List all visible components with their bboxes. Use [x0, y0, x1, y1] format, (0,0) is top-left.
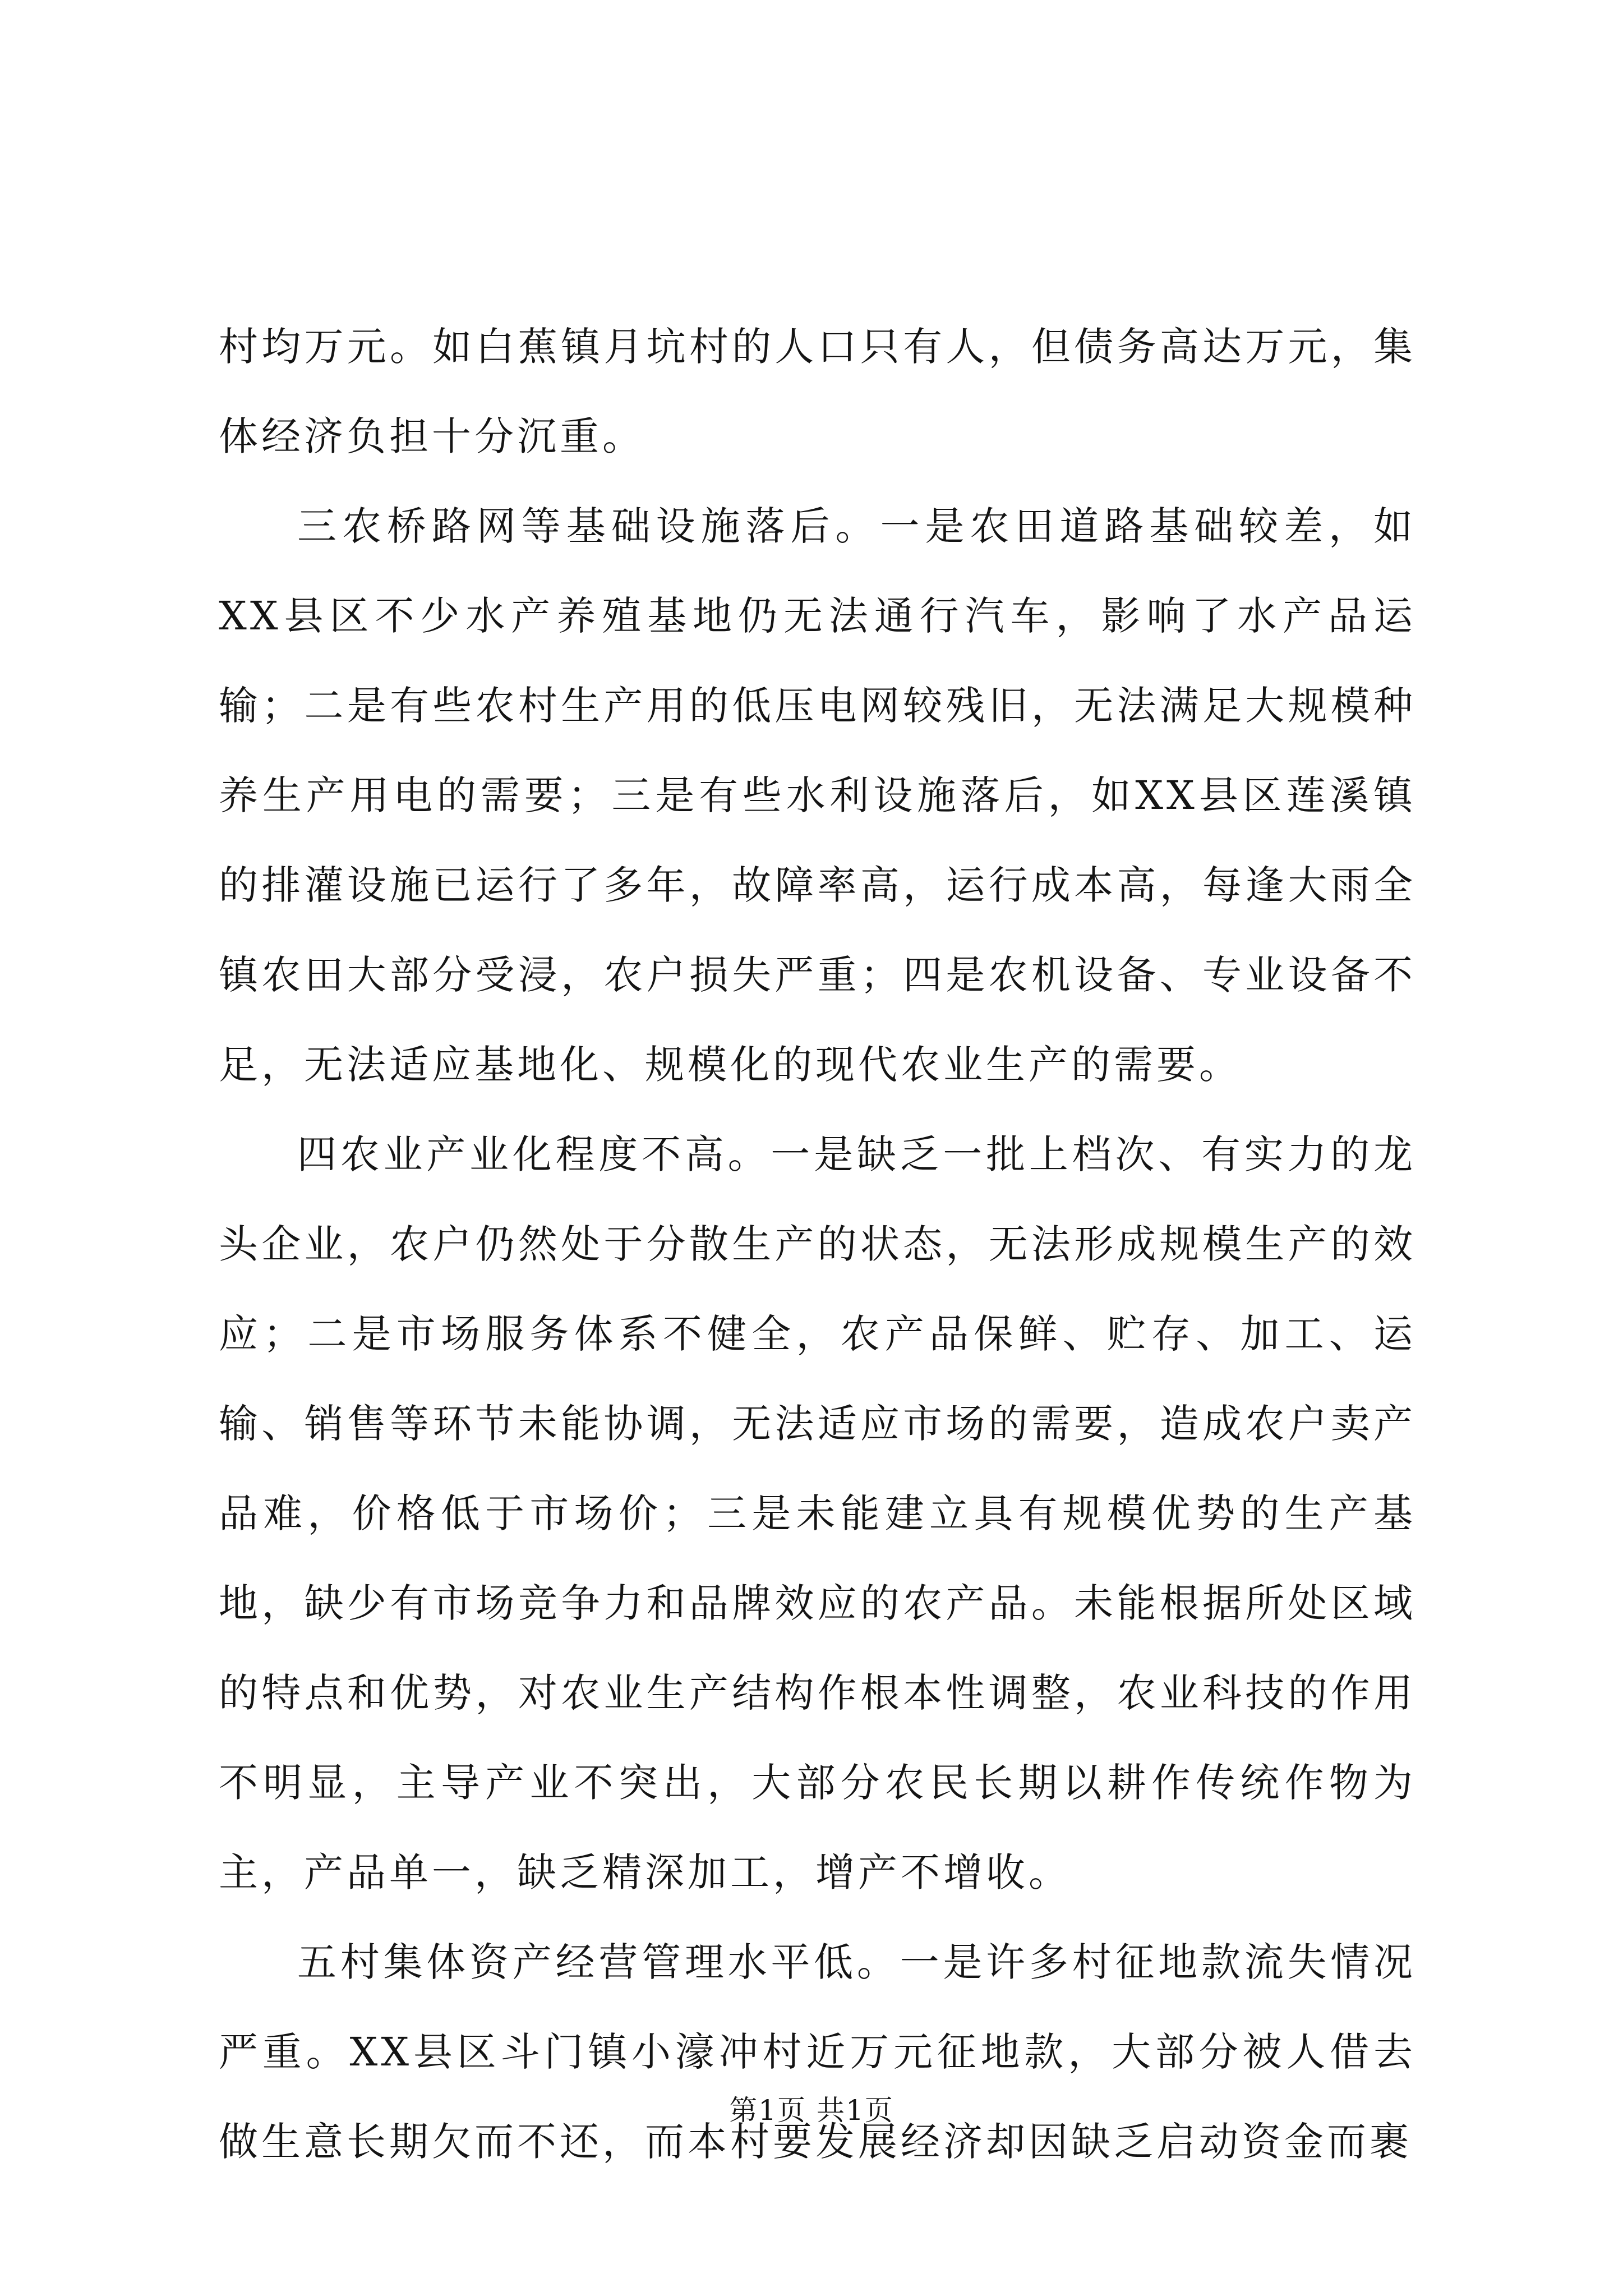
paragraph-industrialization: 四农业产业化程度不高。一是缺乏一批上档次、有实力的龙头企业，农户仍然处于分散生产的状态，无法形成规模生产的效应；二是市场服务体系不健全，农产品保鲜、贮存、加工、运输、销售等环节未能协调，无法适应市场的需要，造成农户卖产品难，价格低于市场价；三是未能建立具有规模优势的生产基地，缺少有市场竞争力和品牌效应的农产品。未能根据所处区域的特点和优势，对农业生产结构作根本性调整，农业科技的作用不明显，主导产业不突出，大部分农民长期以耕作传统作物为主，产品单一，缺乏精深加工，增产不增收。: [219, 1131, 1416, 1895]
paragraph-infrastructure: 三农桥路网等基础设施落后。一是农田道路基础较差，如XX县区不少水产养殖基地仍无法通行汽车，影响了水产品运输；二是有些农村生产用的低压电网较残旧，无法满足大规模种养生产用电的需要；三是有些水利设施落后，如XX县区莲溪镇的排灌设施已运行了多年，故障率高，运行成本高，每逢大雨全镇农田大部分受浸，农户损失严重；四是农机设备、专业设备不足，无法适应基地化、规模化的现代农业生产的需要。: [219, 503, 1416, 1088]
page-footer: 第1页 共1页: [729, 2094, 894, 2127]
paragraph-continuation: 村均万元。如白蕉镇月坑村的人口只有人，但债务高达万元，集体经济负担十分沉重。: [219, 324, 1416, 459]
paragraph-asset-management: 五村集体资产经营管理水平低。一是许多村征地款流失情况严重。XX县区斗门镇小濠冲村近万元征地款，大部分被人借去做生意长期欠而不还，而本村要发展经济却因缺乏启动资金而裹: [219, 1939, 1416, 2165]
document-body: [219, 302, 1416, 2187]
